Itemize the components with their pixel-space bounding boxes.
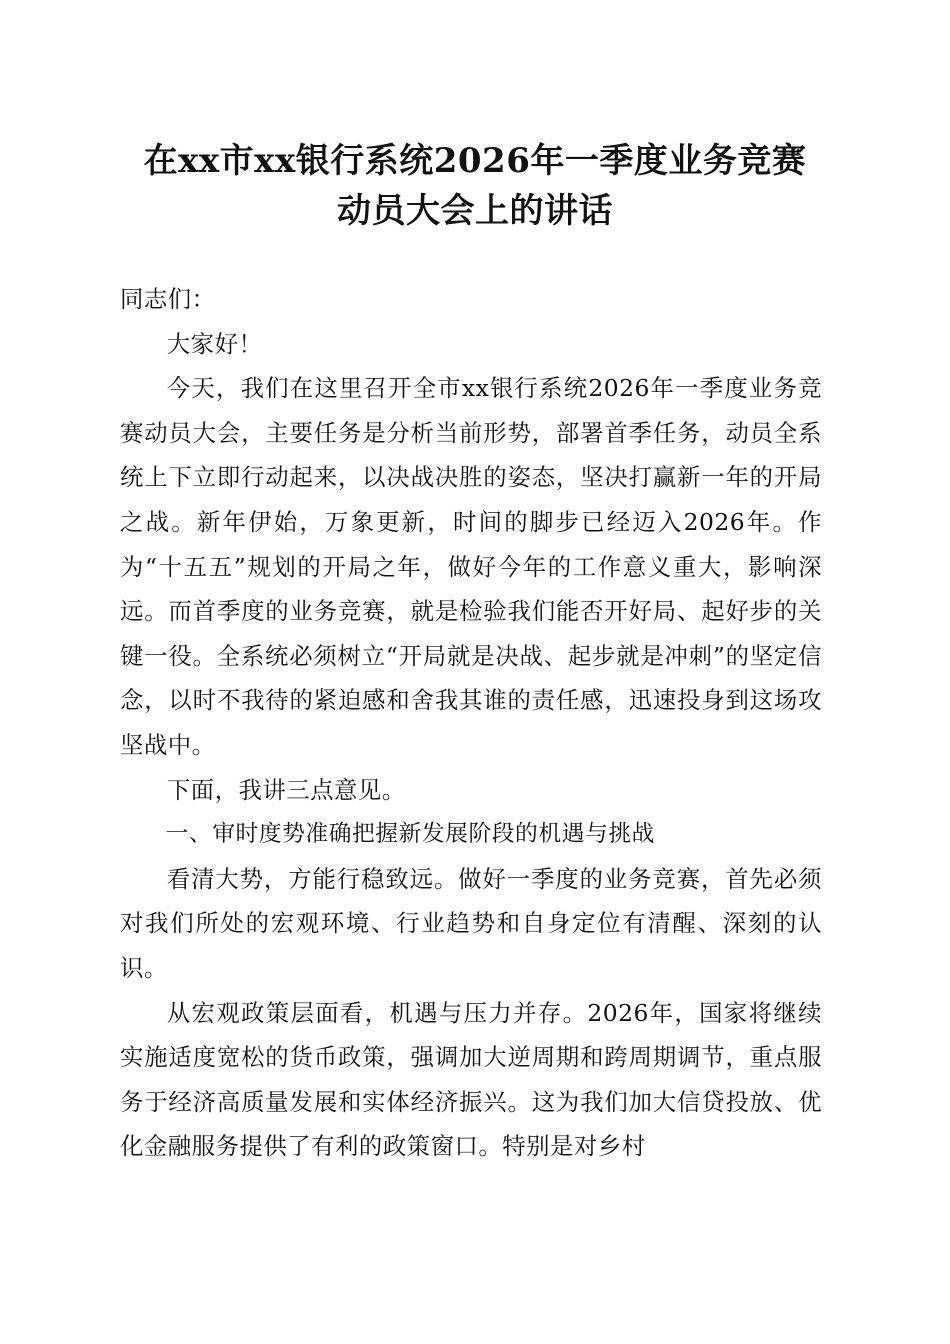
title-line-1: 在xx市xx银行系统2026年一季度业务竞赛: [143, 141, 807, 181]
document-body: [120, 277, 822, 1169]
document-title: [100, 136, 850, 236]
title-line-2: 动员大会上的讲话: [337, 191, 613, 231]
paragraph-intro: 今天，我们在这里召开全市xx银行系统2026年一季度业务竞赛动员大会，主要任务是分析当前形势，部署首季任务，动员全系统上下立即行动起来，以决战决胜的姿态，坚决打赢新一年的开局之战。新年伊始，万象更新，时间的脚步已经迈入2026年。作为“十五五”规划的开局之年，做好今年的工作意义重大，影响深远。而首季度的业务竞赛，就是检验我们能否开好局、起好步的关键一役。全系统必须树立“开局就是决战、起步就是冲刺”的坚定信念，以时不我待的紧迫感和舍我其谁的责任感，迅速投身到这场攻坚战中。: [120, 374, 822, 759]
section-1-heading: 一、审时度势准确把握新发展阶段的机遇与挑战: [165, 821, 655, 848]
paragraph-section-1-a: 看清大势，方能行稳致远。做好一季度的业务竞赛，首先必须对我们所处的宏观环境、行业趋势和自身定位有清醒、深刻的认识。: [120, 864, 822, 982]
paragraph-transition: 下面，我讲三点意见。: [166, 775, 406, 804]
paragraph-section-1-b: 从宏观政策层面看，机遇与压力并存。2026年，国家将继续实施适度宽松的货币政策，强调加大逆周期和跨周期调节，重点服务于经济高质量发展和实体经济振兴。这为我们加大信贷投放、优化金融服务提供了有利的政策窗口。特别是对乡村: [120, 998, 822, 1161]
greeting: 大家好！: [166, 329, 263, 358]
salutation: 同志们：: [120, 285, 216, 313]
